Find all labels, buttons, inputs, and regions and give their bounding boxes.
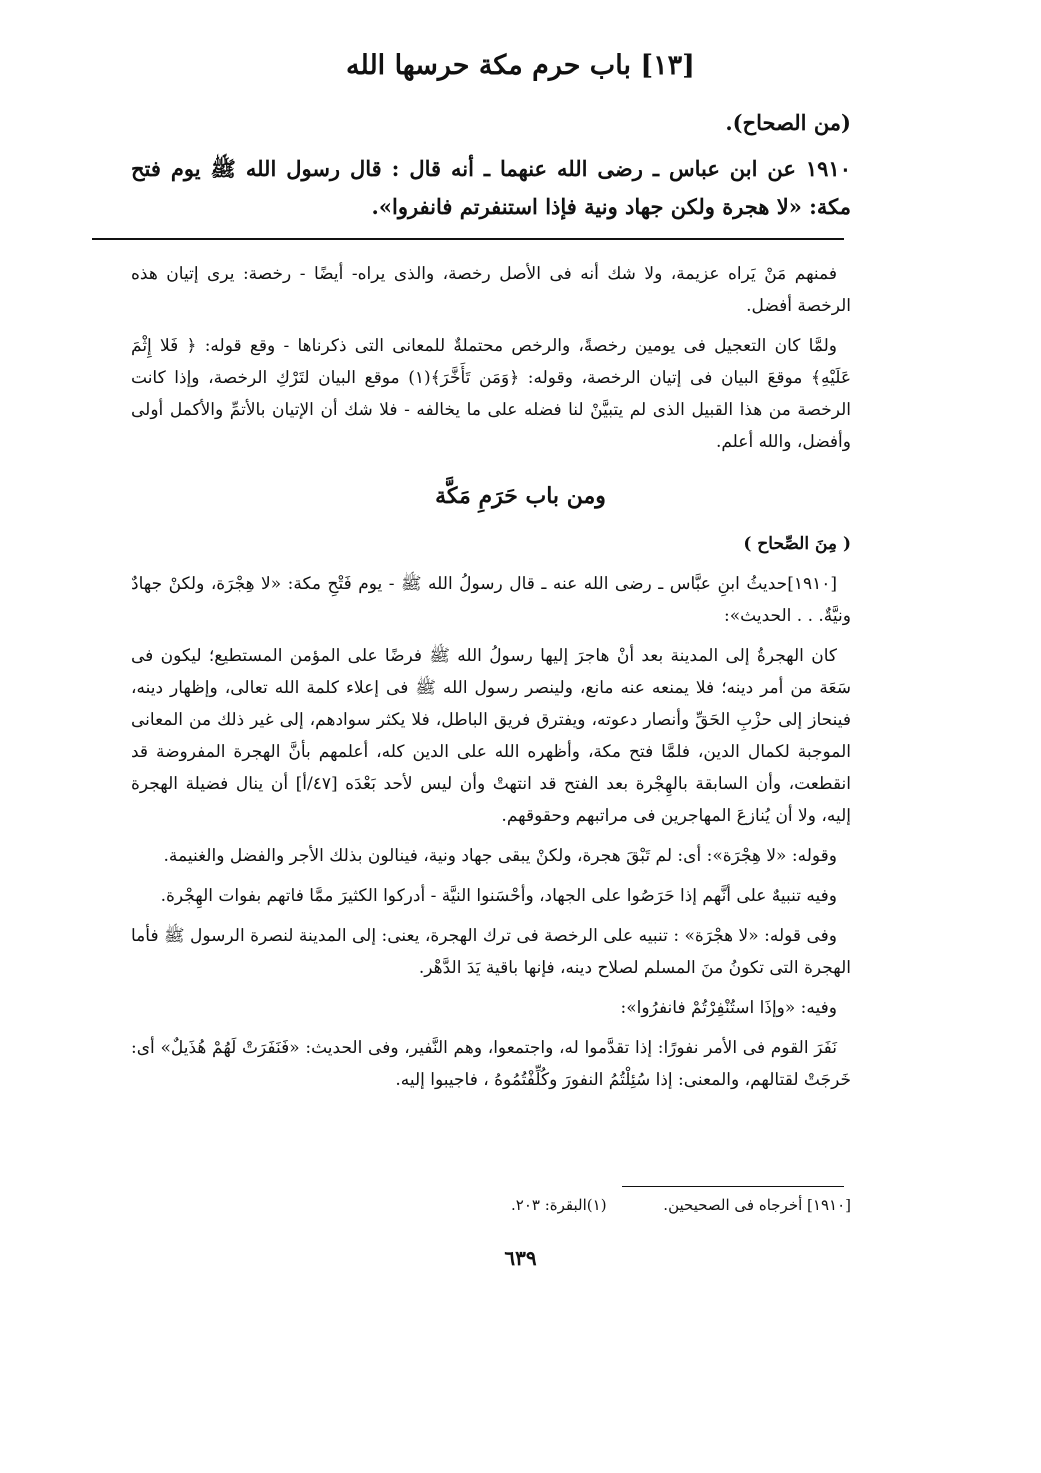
footnote-1: (١)البقرة: ٢٠٣. — [511, 1196, 607, 1214]
commentary-paragraph: وفيه: «وإذَا استُنْفِرْتُمْ فانفرُوا»: — [620, 998, 837, 1018]
page-number: ٦٣٩ — [504, 1246, 537, 1270]
commentary-paragraph: فمنهم مَنْ يَراه عزيمة، ولا شك أنه فى الأصل رخصة، والذى يراه- أيضًا - رخصة: يرى إتيان هذه الرخصة أفضل. — [131, 264, 851, 316]
footnote-divider — [622, 1186, 844, 1187]
hadith-block — [131, 150, 851, 226]
commentary-block-1 — [131, 258, 851, 466]
commentary-paragraph: وفى قوله: «لا هجْرَة» : تنبيه على الرخصة فى ترك الهجرة، يعنى: إلى المدينة لنصرة الرسول ﷺ فأما الهجرة التى تكونُ منَ المسلم لصلاح دينه، فإنها باقية يَدَ الدَّهْر. — [131, 926, 851, 978]
commentary-divider — [92, 238, 844, 240]
hadith-number: ١٩١٠ — [805, 156, 851, 181]
commentary-paragraph: ولمَّا كان التعجيل فى يومين رخصةً، والرخص محتملةٌ للمعانى التى ذكرناها - وقع قوله: ﴿ فَلا إِثْمَ عَلَيْهِ﴾ موقعَ البيان فى إتيان الرخصة، وقوله: ﴿وَمَن تَأَخَّرَ﴾(١) موقع البيان لتَرْكِ الرخصة، وإذا كانت الرخصة من هذا القبيل الذى لم يتبيَّنْ لنا فضله على ما يخالفه - فلا شك أن الإتيان بالأتمِّ والأكمل أولى وأفضل، والله أعلم. — [131, 336, 851, 452]
section-title: ومن باب حَرَمِ مَكَّة — [435, 483, 606, 509]
footnote-hadith: [١٩١٠] أخرجاه فى الصحيحين. — [663, 1196, 851, 1214]
chapter-title: [١٣] باب حرم مكة حرسها الله — [346, 50, 695, 81]
section-source-label: ( مِنَ الصِّحاح ) — [743, 534, 851, 554]
commentary-paragraph: وفيه تنبيهٌ على أنَّهم إذا حَرَصُوا على الجهاد، وأحْسَنوا النيَّة - أدركوا الكثيرَ ممَّا فاتهم بفوات الهِجْرة. — [160, 886, 837, 906]
commentary-paragraph: كان الهجرةُ إلى المدينة بعد أنْ هاجرَ إليها رسولُ الله ﷺ فرضًا على المؤمن المستطيع؛ ليكون فى سَعَة من أمر دينه؛ فلا يمنعه عنه مانع، ولينصر رسول الله ﷺ فى إعلاء كلمة الله تعالى، وإظهار دينه، فينحاز إلى حزْبِ الحَقِّ وأنصار دعوته، ويفترق فريق الباطل، فلا يكثر سوادهم، إلى غير ذلك من المعانى الموجبة لكمال الدين، فلمَّا فتح مكة، وأظهره الله على الدين كله، أعلمهم بأنَّ الهجرة المفروضة قد انقطعت، وأن السابقة بالهِجْرة بعد الفتح قد انتهتْ وأن ليس لأحد بَعْدَه [٤٧/أ] أن ينال فضيلة الهجرة إليه، ولا أن يُنازعَ المهاجرين فى مراتبهم وحقوقهم. — [131, 646, 851, 826]
commentary-paragraph: نَفَرَ القوم فى الأمر نفورًا: إذا تقدَّموا له، واجتمعوا، وهم النَّفير، وفى الحديث: «فَنَفَرَتْ لَهُمْ هُذَيلٌ» أى: خَرجَتْ لقتالهم، والمعنى: إذا سُئِلْتُمُ النفورَ وكُلِّفْتُمُوهُ ، فاجيبوا إليه. — [131, 1038, 851, 1090]
footnotes — [131, 1196, 851, 1214]
commentary-paragraph: [١٩١٠]حديثُ ابنِ عبَّاس ـ رضى الله عنه ـ قال رسولُ الله ﷺ - يوم فَتْحِ مكة: «لا هِجْرَة، ولكنْ جهادٌ ونيَّةٌ. . . الحديث»: — [131, 574, 851, 626]
hadith-text: عن ابن عباس ـ رضى الله عنهما ـ أنه قال : قال رسول الله ﷺ يوم فتح مكة: «لا هجرة ولكن جهاد ونية فإذا استنفرتم فانفروا». — [131, 156, 851, 219]
commentary-paragraph: وقوله: «لا هِجْرَة»: أى: لم تَبْقَ هجرة، ولكنْ يبقى جهاد ونية، فينالون بذلك الأجر والفضل والغنيمة. — [163, 846, 837, 866]
source-label: (من الصحاح). — [725, 110, 851, 135]
commentary-block-2 — [131, 528, 851, 1104]
